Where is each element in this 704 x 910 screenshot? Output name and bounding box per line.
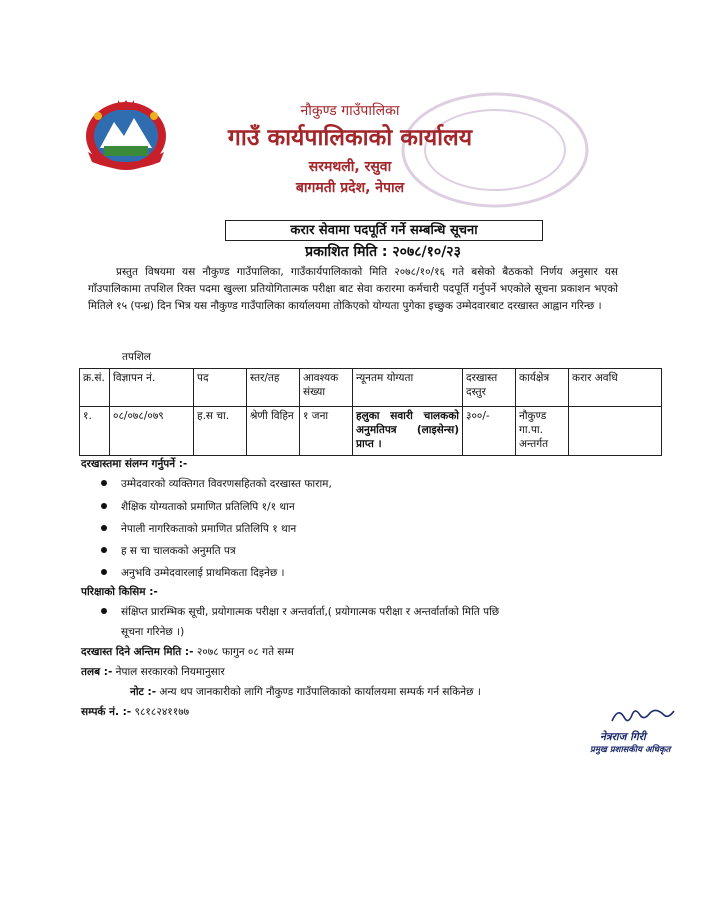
bullet-icon: [101, 503, 107, 509]
address-line-2: बागमती प्रदेश, नेपाल: [295, 180, 405, 196]
table-caption: तपशिल: [122, 351, 151, 363]
table-cell: १ जना: [300, 407, 353, 456]
table-cell: ३००/-: [463, 407, 516, 456]
published-date: प्रकाशित मिति : २०७८/१०/२३: [305, 244, 461, 260]
table-cell: [569, 407, 662, 456]
header-cell: आवश्यक संख्या: [300, 369, 353, 407]
attachments-title: दरखास्तमा संलग्न गर्नुपर्ने :-: [81, 458, 188, 470]
contact-line: सम्पर्क नं. :- ९८१८२४११७७: [81, 706, 190, 718]
table-cell: हलुका सवारी चालकको अनुमतिपत्र (लाइसेन्स) प्राप्त ।: [353, 407, 463, 456]
bullet-icon: [101, 608, 107, 614]
signatory-title: प्रमुख प्रशासकीय अधिकृत: [590, 745, 671, 755]
list-item: उम्मेदवारको व्यक्तिगत विवरणसहितको दरखास्त फाराम,: [101, 477, 332, 491]
bullet-icon: [101, 480, 107, 486]
vacancy-table: [79, 368, 662, 456]
header-cell: दरखास्त दस्तुर: [463, 369, 516, 407]
list-item: शैक्षिक योग्यताको प्रमाणित प्रतिलिपि १/१ थान: [101, 500, 295, 514]
header-cell: स्तर/तह: [247, 369, 300, 407]
notice-title: करार सेवामा पदपूर्ति गर्ने सम्बन्धि सूचना: [225, 220, 543, 241]
table-cell: नौकुण्ड गा.पा. अन्तर्गत: [516, 407, 569, 456]
header-cell: विज्ञापन नं.: [110, 369, 194, 407]
bullet-icon: [101, 547, 107, 553]
table-row: [80, 407, 662, 456]
table-cell: श्रेणी विहिन: [247, 407, 300, 456]
table-cell: ०८/०७८/०७९: [110, 407, 194, 456]
header-cell: कार्यक्षेत्र: [516, 369, 569, 407]
bullet-icon: [101, 569, 107, 575]
list-item: ह स चा चालकको अनुमति पत्र: [101, 544, 236, 558]
note-line: नोट :- अन्य थप जानकारीको लागि नौकुण्ड गाउँपालिकाको कार्यालयमा सम्पर्क गर्न सकिनेछ ।: [130, 686, 481, 698]
address-line-1: सरमथली, रसुवा: [308, 159, 392, 175]
exam-title: परिक्षाको किसिम :-: [81, 586, 158, 598]
list-item: नेपाली नागरिकताको प्रमाणित प्रतिलिपि १ थान: [101, 522, 296, 536]
exam-item-continuation: सूचना गरिनेछ ।): [121, 626, 185, 638]
table-cell: १.: [80, 407, 110, 456]
bullet-icon: [101, 525, 107, 531]
header-cell: न्यूनतम योग्यता: [353, 369, 463, 407]
signatory-name: नेत्रराज गिरी: [600, 731, 646, 743]
intro-paragraph: प्रस्तुत विषयमा यस नौकुण्ड गाउँपालिका, गाउँकार्यपालिकाको मिति २०७८/१०/१६ गते बसेको बैठकको निर्णय अनुसार यस गाँउपालिकामा तपशिल रिक्त पदमा खुल्ला प्रतियोगितात्मक परीक्षा बाट सेवा करारमा कर्मचारी पदपूर्ति गर्नुपर्ने भएकोले सूचना प्रकाशन भएको मितिले १५ (पन्ध्र) दिन भित्र यस नौकुण्ड गाउँपालिका कार्यालयमा तोकिएको योग्यता पुगेका इच्छुक उम्मेदवारबाट दरखास्त आह्वान गरिन्छ ।: [88, 266, 618, 312]
header-cell: पद: [194, 369, 247, 407]
header-cell: क्र.सं.: [80, 369, 110, 407]
nepal-emblem-icon: [78, 92, 174, 174]
office-name: गाउँ कार्यपालिकाको कार्यालय: [227, 125, 473, 151]
table-cell: ह.स चा.: [194, 407, 247, 456]
salary-line: तलब :- नेपाल सरकारको नियमानुसार: [81, 666, 225, 678]
list-item: संक्षिप्त प्रारम्भिक सूची, प्रयोगात्मक परीक्षा र अन्तर्वार्ता,( प्रयोगात्मक परीक्षा र अन्तर्वार्ताको मिति पछि: [101, 605, 499, 619]
list-item: अनुभवि उम्मेदवारलाई प्राथमिकता दिइनेछ ।: [101, 566, 285, 580]
table-header-row: [80, 369, 662, 407]
deadline-line: दरखास्त दिने अन्तिम मिति :- २०७८ फागुन ०८ गते सम्म: [81, 646, 294, 658]
municipality-name: नौकुण्ड गाउँपालिका: [300, 103, 400, 119]
signature-icon: [608, 705, 678, 727]
header-cell: करार अवधि: [569, 369, 662, 407]
